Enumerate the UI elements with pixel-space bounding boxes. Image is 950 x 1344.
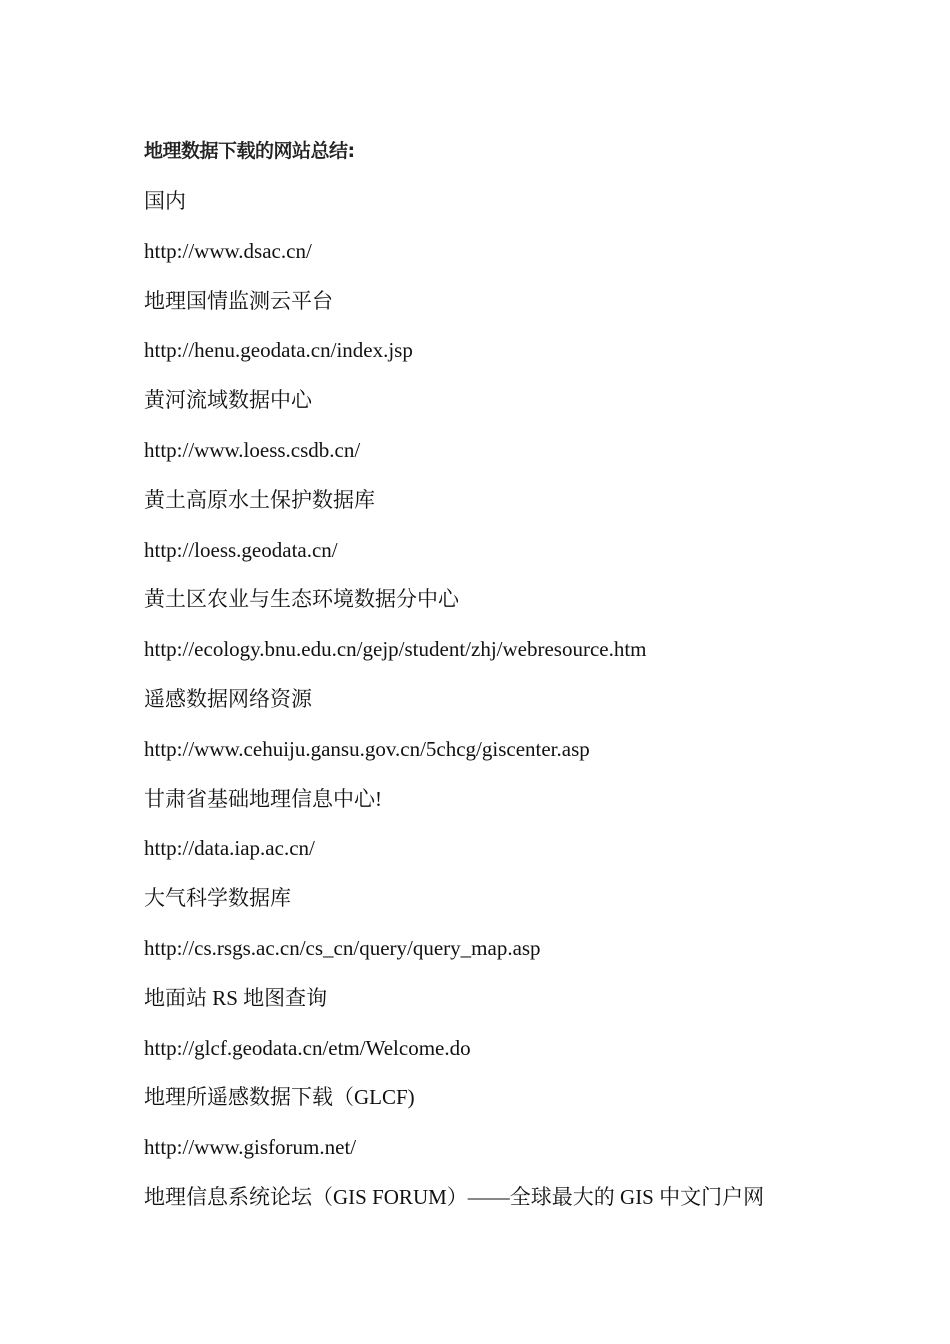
- site-description: 地理信息系统论坛（GIS FORUM）——全球最大的 GIS 中文门户网: [144, 1184, 765, 1209]
- url-text: http://ecology.bnu.edu.cn/gejp/student/zhj/webresource.htm: [144, 637, 647, 662]
- url-text: http://www.cehuiju.gansu.gov.cn/5chcg/giscenter.asp: [144, 736, 590, 761]
- site-description: 黄土区农业与生态环境数据分中心: [144, 587, 459, 612]
- site-description: 大气科学数据库: [144, 886, 291, 911]
- site-description: 黄土高原水土保护数据库: [144, 487, 375, 512]
- url-text: http://cs.rsgs.ac.cn/cs_cn/query/query_map.asp: [144, 935, 541, 960]
- site-description: 黄河流域数据中心: [144, 388, 312, 413]
- url-text: http://henu.geodata.cn/index.jsp: [144, 338, 413, 363]
- url-text: http://www.loess.csdb.cn/: [144, 437, 361, 462]
- url-text: http://www.dsac.cn/: [144, 238, 312, 263]
- site-description: 地面站 RS 地图查询: [144, 985, 328, 1010]
- url-text: http://www.gisforum.net/: [144, 1135, 357, 1160]
- site-description: 遥感数据网络资源: [144, 686, 312, 711]
- site-description: 地理国情监测云平台: [144, 288, 333, 313]
- document-title: 地理数据下载的网站总结:: [144, 140, 355, 162]
- url-text: http://loess.geodata.cn/: [144, 537, 338, 562]
- document-body: [144, 136, 844, 1232]
- site-description: 甘肃省基础地理信息中心!: [144, 786, 382, 811]
- site-description: 地理所遥感数据下载（GLCF): [144, 1085, 415, 1110]
- section-heading-domestic: 国内: [144, 189, 186, 213]
- url-text: http://glcf.geodata.cn/etm/Welcome.do: [144, 1035, 471, 1060]
- url-text: http://data.iap.ac.cn/: [144, 836, 315, 861]
